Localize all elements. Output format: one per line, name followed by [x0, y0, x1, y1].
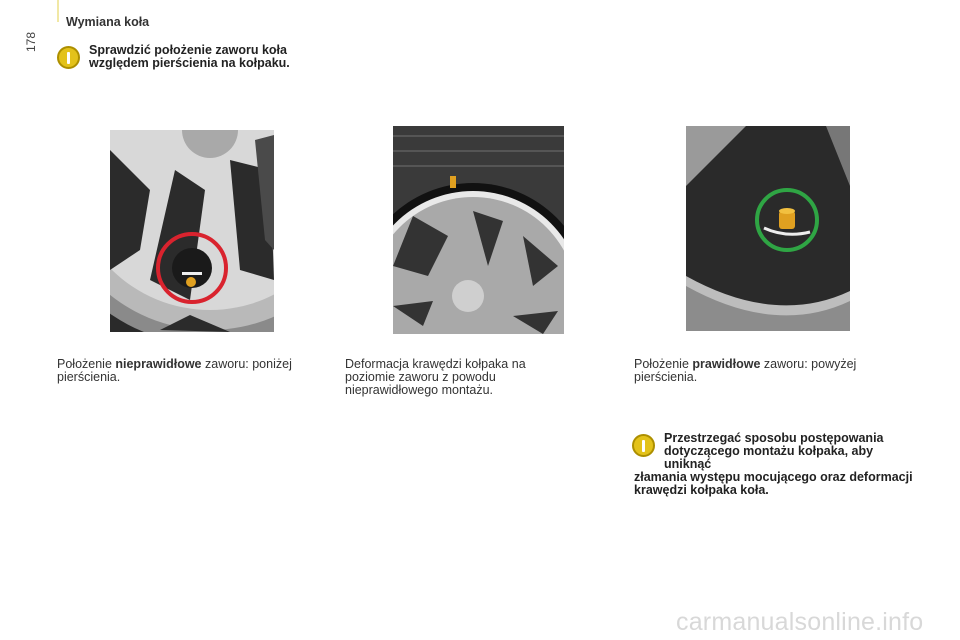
caption-incorrect: Położenie nieprawidłowe zaworu: poniżej pierścienia. — [57, 357, 292, 384]
warning-note-valve: Sprawdzić położenie zaworu koła względem pierścienia na kołpaku. — [89, 43, 290, 70]
section-title: Wymiana koła — [66, 15, 150, 29]
photo-cap-deformation — [393, 126, 564, 334]
warning-note-cap-first: Przestrzegać sposobu postępowania dotyczącego montażu kołpaka, aby uniknąć — [664, 431, 884, 471]
caption-deformation: Deformacja krawędzi kołpaka na poziomie zaworu z powodu nieprawidłowego montażu. — [345, 357, 526, 397]
warning-icon — [632, 434, 655, 457]
caption-correct: Położenie prawidłowe zaworu: powyżej pierścienia. — [634, 357, 857, 384]
photo-incorrect-valve — [110, 130, 274, 332]
page-number: 178 — [24, 32, 38, 53]
watermark: carmanualsonline.info — [676, 608, 924, 636]
header-rule — [57, 0, 59, 22]
warning-note-cap-rest: złamania występu mocującego oraz deformacji krawędzi kołpaka koła. — [634, 470, 913, 497]
photo-correct-valve — [686, 126, 850, 331]
warning-icon — [57, 46, 80, 69]
